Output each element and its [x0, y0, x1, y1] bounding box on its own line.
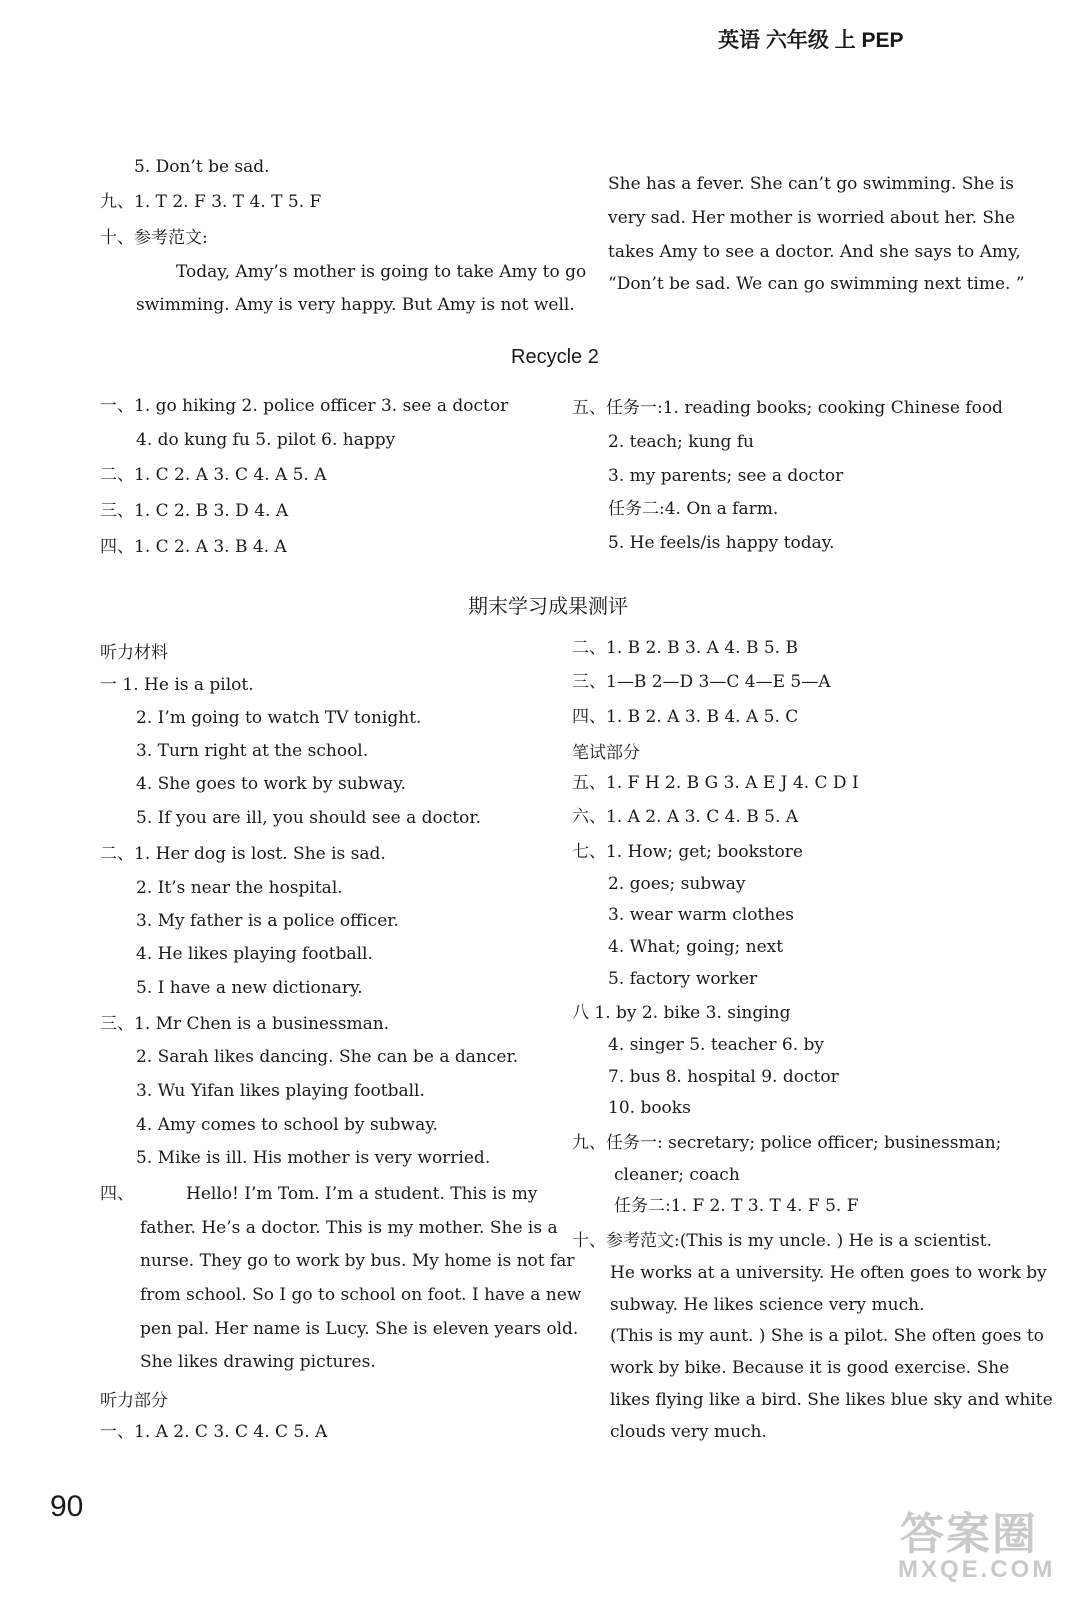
page-header-title: 英语 六年级 上 PEP — [718, 29, 904, 52]
answer-line: 3. Wu Yifan likes playing football. — [136, 1081, 425, 1101]
answer-line: 七、1. How; get; bookstore — [572, 842, 803, 862]
answer-line: 10. books — [608, 1098, 691, 1118]
answer-line: 四、 — [100, 1184, 134, 1204]
answer-line: 九、1. T 2. F 3. T 4. T 5. F — [100, 192, 322, 212]
essay-line: takes Amy to see a doctor. And she says to Amy, — [608, 242, 1021, 262]
subheading-written-part: 笔试部分 — [572, 743, 640, 763]
answer-line: 3. Turn right at the school. — [136, 741, 369, 761]
answer-line: 3. My father is a police officer. — [136, 911, 399, 931]
answer-line: 5. Don’t be sad. — [134, 157, 270, 177]
answer-line: 2. Sarah likes dancing. She can be a dancer. — [136, 1047, 519, 1067]
answer-line: 4. She goes to work by subway. — [136, 774, 406, 794]
answer-line: 任务二:4. On a farm. — [608, 499, 779, 519]
essay-line: (This is my aunt. ) She is a pilot. She often goes to — [610, 1326, 1044, 1346]
answer-line: 二、1. C 2. A 3. C 4. A 5. A — [100, 465, 327, 485]
answer-line: 三、1. C 2. B 3. D 4. A — [100, 501, 289, 521]
answer-line: 5. I have a new dictionary. — [136, 978, 363, 998]
section-title-recycle: Recycle 2 — [511, 346, 599, 368]
answer-line: 六、1. A 2. A 3. C 4. B 5. A — [572, 807, 799, 827]
essay-line: very sad. Her mother is worried about her. She — [608, 208, 1016, 228]
watermark-url: MXQE.COM — [898, 1556, 1056, 1583]
answer-line: 5. If you are ill, you should see a doctor. — [136, 808, 481, 828]
answer-line: 2. It’s near the hospital. — [136, 878, 343, 898]
answer-line: 一、1. A 2. C 3. C 4. C 5. A — [100, 1422, 328, 1442]
answer-line: 5. He feels/is happy today. — [608, 533, 835, 553]
answer-line: 三、1—B 2—D 3—C 4—E 5—A — [572, 672, 831, 692]
passage-line: nurse. They go to work by bus. My home is not far — [140, 1251, 575, 1271]
essay-line: clouds very much. — [610, 1422, 767, 1442]
answer-line: 4. do kung fu 5. pilot 6. happy — [136, 430, 396, 450]
watermark-logo: 答案圈 — [900, 1510, 1038, 1559]
answer-line: 二、1. B 2. B 3. A 4. B 5. B — [572, 638, 798, 658]
answer-line: 2. I’m going to watch TV tonight. — [136, 708, 422, 728]
answer-line: 4. What; going; next — [608, 937, 784, 957]
essay-line: work by bike. Because it is good exercise. She — [610, 1358, 1010, 1378]
essay-line: swimming. Amy is very happy. But Amy is not well. — [136, 295, 575, 315]
passage-line: Hello! I’m Tom. I’m a student. This is my — [186, 1184, 538, 1204]
answer-line: 三、1. Mr Chen is a businessman. — [100, 1014, 390, 1034]
essay-line: Today, Amy’s mother is going to take Amy to go — [176, 262, 587, 282]
answer-line: 5. factory worker — [608, 969, 758, 989]
answer-line: 五、任务一:1. reading books; cooking Chinese food — [572, 398, 1003, 418]
essay-line: subway. He likes science very much. — [610, 1295, 925, 1315]
answer-line: 九、任务一: secretary; police officer; businessman; — [572, 1133, 1002, 1153]
passage-line: from school. So I go to school on foot. I have a new — [140, 1285, 582, 1305]
answer-line: 二、1. Her dog is lost. She is sad. — [100, 844, 386, 864]
answer-line: 7. bus 8. hospital 9. doctor — [608, 1067, 839, 1087]
section-title-final: 期末学习成果测评 — [468, 596, 628, 618]
answer-line: 五、1. F H 2. B G 3. A E J 4. C D I — [572, 773, 859, 793]
passage-line: pen pal. Her name is Lucy. She is eleven years old. — [140, 1319, 579, 1339]
subheading-listening-material: 听力材料 — [100, 643, 168, 663]
answer-line: 八 1. by 2. bike 3. singing — [572, 1003, 791, 1023]
answer-line: 5. Mike is ill. His mother is very worried. — [136, 1148, 491, 1168]
subheading-listening-part: 听力部分 — [100, 1391, 168, 1411]
answer-line: 4. singer 5. teacher 6. by — [608, 1035, 825, 1055]
answer-line: 一、1. go hiking 2. police officer 3. see a doctor — [100, 396, 509, 416]
answer-line: 2. teach; kung fu — [608, 432, 754, 452]
essay-line: “Don’t be sad. We can go swimming next time. ” — [608, 274, 1025, 294]
answer-line: 4. He likes playing football. — [136, 944, 373, 964]
answer-line: 3. my parents; see a doctor — [608, 466, 844, 486]
passage-line: She likes drawing pictures. — [140, 1352, 376, 1372]
passage-line: father. He’s a doctor. This is my mother. She is a — [140, 1218, 558, 1238]
answer-line: 一 1. He is a pilot. — [100, 675, 254, 695]
answer-line: 四、1. B 2. A 3. B 4. A 5. C — [572, 707, 799, 727]
essay-line: likes flying like a bird. She likes blue sky and white — [610, 1390, 1053, 1410]
essay-line: She has a fever. She can’t go swimming. She is — [608, 174, 1014, 194]
page-number: 90 — [50, 1490, 84, 1523]
answer-line: 任务二:1. F 2. T 3. T 4. F 5. F — [614, 1196, 859, 1216]
answer-line: 十、参考范文: — [100, 228, 208, 248]
answer-line: 2. goes; subway — [608, 874, 746, 894]
answer-line: 四、1. C 2. A 3. B 4. A — [100, 537, 287, 557]
answer-line: 3. wear warm clothes — [608, 905, 794, 925]
essay-line: 十、参考范文:(This is my uncle. ) He is a scientist. — [572, 1231, 992, 1251]
essay-line: He works at a university. He often goes to work by — [610, 1263, 1047, 1283]
answer-line: cleaner; coach — [614, 1165, 740, 1185]
answer-line: 4. Amy comes to school by subway. — [136, 1115, 438, 1135]
